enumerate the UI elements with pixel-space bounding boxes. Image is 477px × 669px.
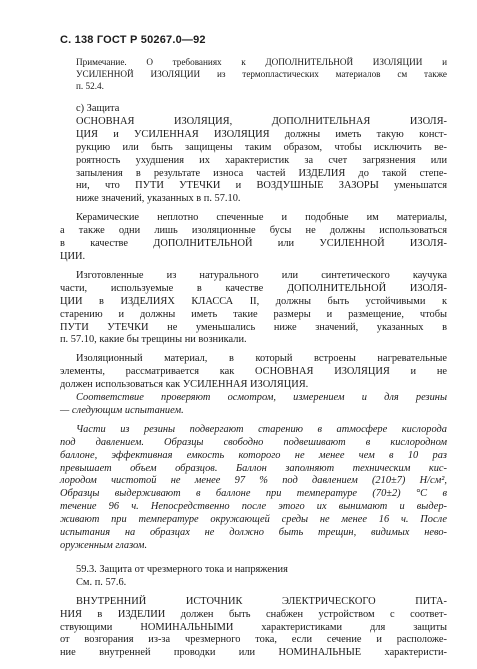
text-line: ОСНОВНАЯ ИЗОЛЯЦИЯ, ДОПОЛНИТЕЛЬНАЯ ИЗОЛЯ- xyxy=(76,115,447,127)
text-line: должен использоваться как УСИЛЕННАЯ ИЗОЛЯЦИЯ. xyxy=(60,379,309,391)
text-line: НИЯ в ИЗДЕЛИИ должен быть снабжен устройством с соответ- xyxy=(60,608,447,620)
text-line: запыления в результате износа частей ИЗДЕЛИЯ до такой степе- xyxy=(76,167,447,179)
body-paragraph xyxy=(60,353,447,392)
text-line: ПУТИ УТЕЧКИ не уменьшались ниже значений, указанных в xyxy=(60,321,447,333)
cross-reference: См. п. 57.6. xyxy=(76,576,127,588)
text-line: Соответствие проверяют осмотром, измерением и для резины xyxy=(76,392,447,404)
text-line: живают при температуре окружающей среды не менее 16 ч. После xyxy=(60,514,447,526)
text-line: в качестве ДОПОЛНИТЕЛЬНОЙ или УСИЛЕННОЙ ИЗОЛЯ- xyxy=(60,238,447,250)
text-line: Образцы выдерживают в баллоне при температуре (70±2) °С в xyxy=(60,488,447,500)
text-line: ствующими НОМИНАЛЬНЫМИ характеристиками для защиты xyxy=(60,621,447,633)
text-line: — следующим испытанием. xyxy=(60,404,184,416)
text-line: оруженным глазом. xyxy=(60,540,148,551)
text-line: Изоляционный материал, в который встроены нагревательные xyxy=(76,353,447,365)
section-title: 59.3. Защита от чрезмерного тока и напряжения xyxy=(76,563,288,575)
text-line: Примечание. О требованиях к ДОПОЛНИТЕЛЬНОЙ ИЗОЛЯЦИИ и xyxy=(76,57,447,67)
text-line: ниже значений, указанных в п. 57.10. xyxy=(76,193,241,205)
text-line: ние внутренней проводки или НОМИНАЛЬНЫЕ характеристи- xyxy=(60,647,447,659)
text-line: части, используемые в качестве ДОПОЛНИТЕЛЬНОЙ ИЗОЛЯ- xyxy=(60,282,447,294)
body-paragraph xyxy=(60,270,447,347)
body-paragraph xyxy=(60,212,447,264)
text-line: испытания на образцах не должно быть трещин, видимых нево- xyxy=(60,527,447,539)
text-line: ВНУТРЕННИЙ ИСТОЧНИК ЭЛЕКТРИЧЕСКОГО ПИТА- xyxy=(76,595,447,607)
text-line: Части из резины подвергают старению в атмосфере кислорода xyxy=(76,423,447,435)
text-line: баллоне, эффективная емкость которого не менее чем в 10 раз xyxy=(60,449,447,461)
text-line: ЦИИ в ИЗДЕЛИЯХ КЛАССА II, должны быть устойчивыми к xyxy=(60,295,447,307)
text-line: ЦИИ. xyxy=(60,250,86,262)
note-paragraph xyxy=(60,56,447,92)
text-line: Изготовленные из натурального или синтетического каучука xyxy=(76,269,447,281)
text-line: лородом чистотой не менее 97 % под давлением (210±7) Н/см², xyxy=(60,475,447,487)
text-line: ни, что ПУТИ УТЕЧКИ и ВОЗДУШНЫЕ ЗАЗОРЫ уменьшатся xyxy=(76,180,447,192)
text-line: п. 57.10, какие бы трещины ни возникали. xyxy=(60,334,247,346)
text-line: ЦИЯ и УСИЛЕННАЯ ИЗОЛЯЦИЯ должны иметь такую конст- xyxy=(76,128,447,140)
text-line: элементы, рассматривается как ОСНОВНАЯ ИЗОЛЯЦИЯ и не xyxy=(60,366,447,378)
body-paragraph xyxy=(60,116,447,206)
text-line: течение 96 ч. Непосредственно после этого их вынимают и выдер- xyxy=(60,501,447,513)
text-line: превышает объем образцов. Баллон заполняют техническим кис- xyxy=(60,462,447,474)
text-line: от возгорания из-за чрезмерного тока, если сечение и расположе- xyxy=(60,634,447,646)
body-paragraph xyxy=(60,596,447,661)
compliance-paragraph xyxy=(60,392,447,418)
section-title: с) Защита xyxy=(76,103,120,114)
text-line: старению и должны иметь такие размеры и размещение, чтобы xyxy=(60,308,447,320)
text-line: а также одни лишь изоляционные бусы не должны использоваться xyxy=(60,225,447,237)
text-line: рукцию или быть защищены таким образом, чтобы исключить ве- xyxy=(76,141,447,153)
test-procedure-paragraph xyxy=(60,424,447,553)
text-line: п. 52.4. xyxy=(76,81,104,91)
text-line: УСИЛЕННОЙ ИЗОЛЯЦИИ из термопластических материалов см также xyxy=(76,69,447,79)
text-line: под давлением. Образцы свободно подвешивают в кислородном xyxy=(60,436,447,448)
running-header: С. 138 ГОСТ Р 50267.0—92 xyxy=(60,34,206,46)
text-line: Керамические неплотно спеченные и подобные им материалы, xyxy=(76,212,447,224)
text-line: роятность ухудшения их характеристик за счет загрязнения или xyxy=(76,154,447,166)
